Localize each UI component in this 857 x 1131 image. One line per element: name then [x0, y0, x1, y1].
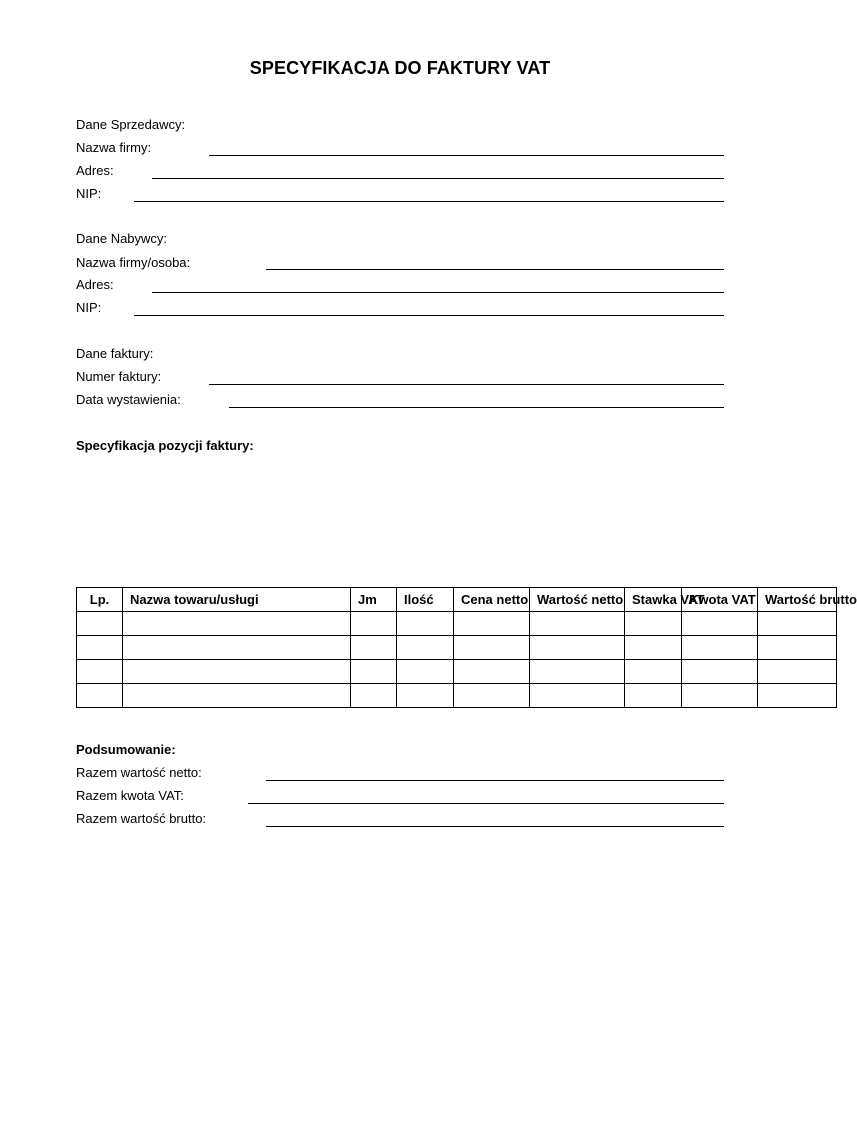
buyer-nip-label: NIP:: [76, 300, 102, 315]
table-cell[interactable]: [625, 684, 682, 708]
summary-gross-label: Razem wartość brutto:: [76, 811, 207, 826]
invoice-number-field[interactable]: [209, 384, 724, 385]
summary-gross-field[interactable]: [266, 826, 724, 827]
table-cell[interactable]: [77, 684, 123, 708]
seller-nip-field[interactable]: [134, 201, 724, 202]
invoice-heading: Dane faktury:: [76, 346, 154, 361]
column-header-vat-rate: Stawka VAT: [625, 588, 682, 612]
table-cell[interactable]: [454, 636, 530, 660]
column-header-net-price: Cena netto: [454, 588, 530, 612]
table-cell[interactable]: [123, 636, 351, 660]
seller-address-field[interactable]: [152, 178, 724, 179]
table-cell[interactable]: [351, 684, 397, 708]
document-title: SPECYFIKACJA DO FAKTURY VAT: [249, 58, 551, 78]
table-row: [77, 660, 837, 684]
column-header-lp: Lp.: [77, 588, 123, 612]
table-cell[interactable]: [682, 660, 758, 684]
column-header-unit: Jm: [351, 588, 397, 612]
column-header-quantity: Ilość: [397, 588, 454, 612]
table-cell[interactable]: [351, 636, 397, 660]
items-table-body: [77, 612, 837, 708]
table-cell[interactable]: [123, 612, 351, 636]
table-cell[interactable]: [77, 660, 123, 684]
summary-net-label: Razem wartość netto:: [76, 765, 202, 780]
table-cell[interactable]: [530, 636, 625, 660]
table-cell[interactable]: [77, 636, 123, 660]
buyer-heading: Dane Nabywcy:: [76, 231, 168, 246]
table-cell[interactable]: [682, 636, 758, 660]
table-cell[interactable]: [351, 660, 397, 684]
table-cell[interactable]: [123, 684, 351, 708]
table-cell[interactable]: [530, 684, 625, 708]
table-cell[interactable]: [625, 660, 682, 684]
table-row: [77, 636, 837, 660]
summary-vat-field[interactable]: [248, 803, 724, 804]
table-cell[interactable]: [625, 636, 682, 660]
table-cell[interactable]: [758, 636, 837, 660]
buyer-name-field[interactable]: [266, 269, 724, 270]
invoice-date-label: Data wystawienia:: [76, 392, 181, 407]
invoice-date-field[interactable]: [229, 407, 724, 408]
invoice-number-label: Numer faktury:: [76, 369, 162, 384]
table-cell[interactable]: [397, 684, 454, 708]
table-cell[interactable]: [351, 612, 397, 636]
table-cell[interactable]: [397, 660, 454, 684]
column-header-net-value: Wartość netto: [530, 588, 625, 612]
seller-address-label: Adres:: [76, 163, 114, 178]
table-cell[interactable]: [682, 612, 758, 636]
summary-heading: Podsumowanie:: [76, 742, 176, 757]
table-cell[interactable]: [625, 612, 682, 636]
table-cell[interactable]: [758, 684, 837, 708]
table-cell[interactable]: [397, 636, 454, 660]
seller-name-label: Nazwa firmy:: [76, 140, 152, 155]
table-cell[interactable]: [454, 612, 530, 636]
seller-heading: Dane Sprzedawcy:: [76, 117, 186, 132]
buyer-name-label: Nazwa firmy/osoba:: [76, 255, 191, 270]
table-cell[interactable]: [682, 684, 758, 708]
table-cell[interactable]: [454, 684, 530, 708]
table-row: [77, 684, 837, 708]
table-cell[interactable]: [758, 612, 837, 636]
column-header-gross-value: Wartość brutto: [758, 588, 837, 612]
seller-name-field[interactable]: [209, 155, 724, 156]
table-cell[interactable]: [397, 612, 454, 636]
table-cell[interactable]: [77, 612, 123, 636]
table-cell[interactable]: [123, 660, 351, 684]
items-heading: Specyfikacja pozycji faktury:: [76, 438, 254, 453]
summary-vat-label: Razem kwota VAT:: [76, 788, 184, 803]
summary-net-field[interactable]: [266, 780, 724, 781]
table-header-row: [77, 588, 837, 612]
table-cell[interactable]: [530, 660, 625, 684]
table-cell[interactable]: [530, 612, 625, 636]
column-header-name: Nazwa towaru/usługi: [123, 588, 351, 612]
table-row: [77, 612, 837, 636]
table-cell[interactable]: [758, 660, 837, 684]
items-table: [76, 587, 857, 708]
buyer-address-field[interactable]: [152, 292, 724, 293]
seller-nip-label: NIP:: [76, 186, 102, 201]
column-header-vat-amount: Kwota VAT: [682, 588, 758, 612]
buyer-address-label: Adres:: [76, 277, 114, 292]
table-cell[interactable]: [454, 660, 530, 684]
buyer-nip-field[interactable]: [134, 315, 724, 316]
